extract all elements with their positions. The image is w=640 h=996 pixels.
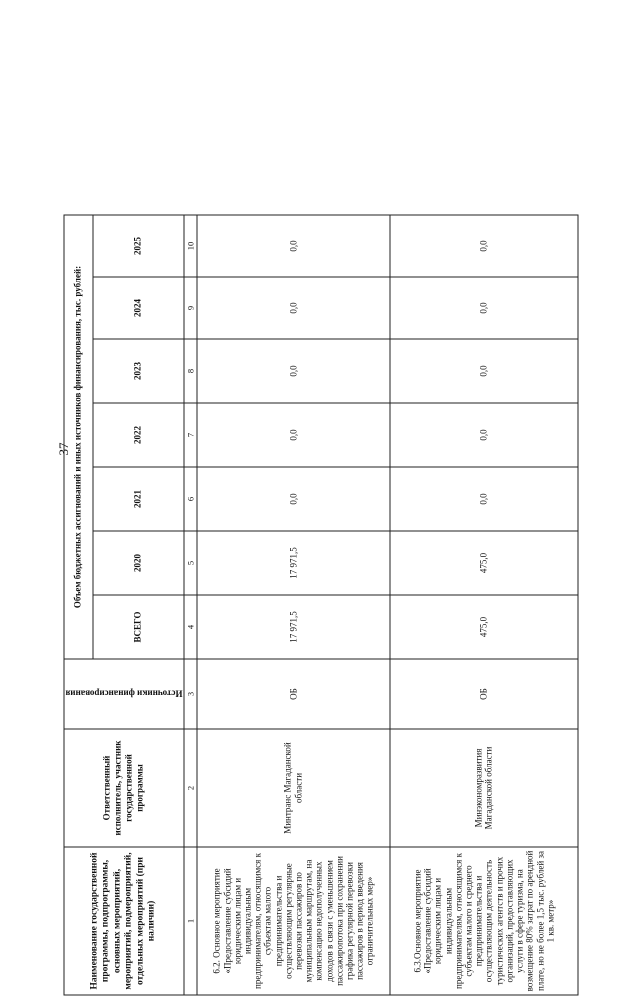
row-value-2024: 0,0 bbox=[197, 277, 390, 339]
column-number: 10 bbox=[184, 215, 197, 277]
column-number: 1 bbox=[184, 847, 197, 995]
row-executor: Минэкономразвития Магаданской области bbox=[390, 729, 578, 847]
column-number: 4 bbox=[184, 595, 197, 659]
header-source bbox=[64, 659, 184, 729]
header-year-2020: 2020 bbox=[93, 531, 184, 595]
header-year-2023: 2023 bbox=[93, 339, 184, 403]
row-value-total: 475,0 bbox=[390, 595, 578, 659]
row-value-2025: 0,0 bbox=[197, 215, 390, 277]
header-year-2022: 2022 bbox=[93, 403, 184, 467]
column-number: 5 bbox=[184, 531, 197, 595]
row-value-total: 17 971,5 bbox=[197, 595, 390, 659]
row-value-2021: 0,0 bbox=[390, 467, 578, 531]
column-number: 8 bbox=[184, 339, 197, 403]
column-number: 9 bbox=[184, 277, 197, 339]
header-year-2024: 2024 bbox=[93, 277, 184, 339]
header-total: ВСЕГО bbox=[93, 595, 184, 659]
header-source-label: Источники финансирования bbox=[65, 689, 183, 699]
column-number-row bbox=[184, 215, 197, 995]
row-value-2020: 475,0 bbox=[390, 531, 578, 595]
header-name: Наименование государственной программы, подпрограммы, основных мероприятий, мероприятий, подмероприятий, отдельных мероприятий (при наличии) bbox=[64, 847, 184, 995]
row-value-2021: 0,0 bbox=[197, 467, 390, 531]
header-year-2021: 2021 bbox=[93, 467, 184, 531]
row-name: 6.2. Основное мероприятие «Предоставление субсидий юридическим лицам и индивидуальным предпринимателям, относящимся к субъектам малого предпринимательства и осуществляющим регулярные перевозки пассажиров по муниципальным маршрутам, на компенсацию недополученных доходов в связи с уменьшением пассажиропотока при сохранении графика регулярной перевозки пассажиров в период введения ограничительных мер» bbox=[197, 847, 390, 995]
column-number: 7 bbox=[184, 403, 197, 467]
rotated-table-wrapper bbox=[64, 216, 556, 996]
table-row bbox=[390, 215, 578, 995]
column-number: 6 bbox=[184, 467, 197, 531]
row-value-2022: 0,0 bbox=[197, 403, 390, 467]
row-value-2020: 17 971,5 bbox=[197, 531, 390, 595]
row-name: 6.3.Основное мероприятие «Предоставление субсидий юридическим лицам и индивидуальным предпринимателям, относящимся к субъектам малого и среднего предпринимательства и осуществляющим деятельность туристических агентств и прочих организаций, предоставляющих услуги в сфере туризма, на возмещение 80% затрат по арендной плате, но не более 1,5 тыс. рублей за 1 кв. метр» bbox=[390, 847, 578, 995]
funding-table bbox=[64, 214, 579, 995]
row-source: ОБ bbox=[390, 659, 578, 729]
row-value-2024: 0,0 bbox=[390, 277, 578, 339]
column-number: 3 bbox=[184, 659, 197, 729]
row-source: ОБ bbox=[197, 659, 390, 729]
row-value-2025: 0,0 bbox=[390, 215, 578, 277]
row-value-2023: 0,0 bbox=[390, 339, 578, 403]
header-executor: Ответственный исполнитель, участник государственной программы bbox=[64, 729, 184, 847]
header-funding-group: Объем бюджетных ассигнований и иных источников финансирования, тыс. рублей: bbox=[64, 215, 93, 659]
table-row bbox=[197, 215, 390, 995]
header-year-2025: 2025 bbox=[93, 215, 184, 277]
row-value-2023: 0,0 bbox=[197, 339, 390, 403]
row-value-2022: 0,0 bbox=[390, 403, 578, 467]
column-number: 2 bbox=[184, 729, 197, 847]
page-number: 37 bbox=[56, 442, 71, 456]
row-executor: Минтранс Магаданской области bbox=[197, 729, 390, 847]
